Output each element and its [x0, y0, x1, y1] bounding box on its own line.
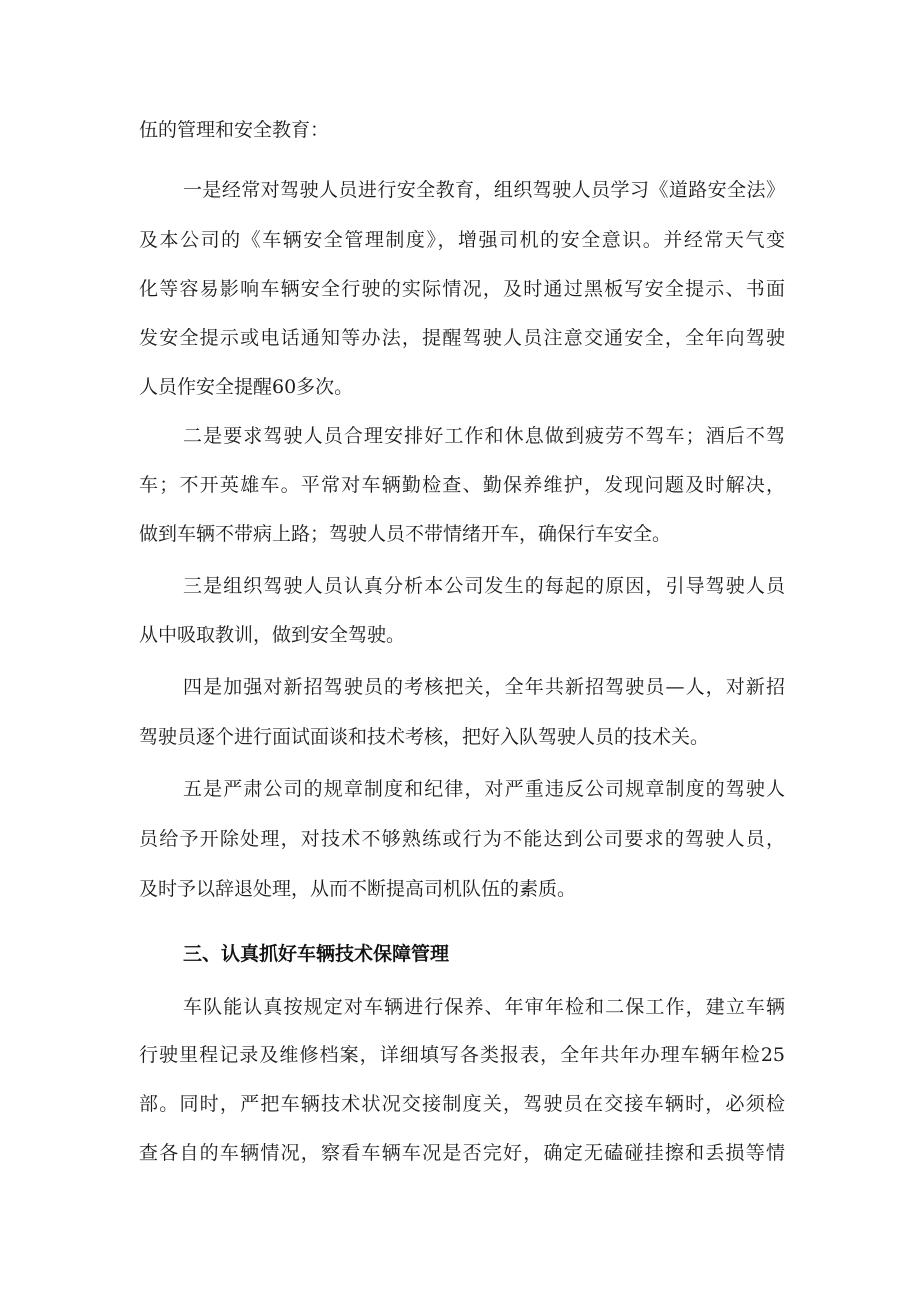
text-line-12: 四是加强对新招驾驶员的考核把关，全年共新招驾驶员—人，对新招	[183, 676, 785, 698]
text-line-16: 及时予以辞退处理，从而不断提高司机队伍的素质。	[139, 878, 577, 900]
text-line-10: 三是组织驾驶人员认真分析本公司发生的每起的原因，引导驾驶人员	[183, 575, 785, 597]
text-line-11: 从中吸取教训，做到安全驾驶。	[139, 624, 406, 646]
text-line-20: 查各自的车辆情况，察看车辆车况是否完好，确定无磕碰挂擦和丢损等情	[139, 1142, 785, 1164]
text-line-2: 一是经常对驾驶人员进行安全教育，组织驾驶人员学习《道路安全法》	[183, 179, 785, 201]
text-line-7: 二是要求驾驶人员合理安排好工作和休息做到疲劳不驾车；酒后不驾	[183, 425, 785, 447]
section-heading: 三、认真抓好车辆技术保障管理	[183, 943, 450, 965]
text-line-3: 及本公司的《车辆安全管理制度》，增强司机的安全意识。并经常天气变	[139, 229, 785, 251]
text-line-4: 化等容易影响车辆安全行驶的实际情况，及时通过黑板写安全提示、书面	[139, 278, 785, 300]
text-line-5: 发安全提示或电话通知等办法，提醒驾驶人员注意交通安全，全年向驾驶	[139, 327, 785, 349]
text-line-14: 五是严肃公司的规章制度和纪律，对严重违反公司规章制度的驾驶人	[183, 778, 785, 800]
text-line-9: 做到车辆不带病上路；驾驶人员不带情绪开车，确保行车安全。	[139, 523, 672, 545]
text-line-15: 员给予开除处理，对技术不够熟练或行为不能达到公司要求的驾驶人员，	[139, 828, 785, 850]
text-line-19: 部。同时，严把车辆技术状况交接制度关，驾驶员在交接车辆时，必须检	[139, 1093, 785, 1115]
text-line-8: 车；不开英雄车。平常对车辆勤检查、勤保养维护，发现问题及时解决，	[139, 474, 785, 496]
text-line-6: 人员作安全提醒60多次。	[139, 376, 354, 398]
text-line-18: 行驶里程记录及维修档案，详细填写各类报表，全年共年办理车辆年检25	[139, 1044, 785, 1066]
text-line-13: 驾驶员逐个进行面试面谈和技术考核，把好入队驾驶人员的技术关。	[139, 726, 710, 748]
text-line-17: 车队能认真按规定对车辆进行保养、年审年检和二保工作，建立车辆	[183, 996, 785, 1018]
text-line-1: 伍的管理和安全教育：	[139, 119, 330, 141]
